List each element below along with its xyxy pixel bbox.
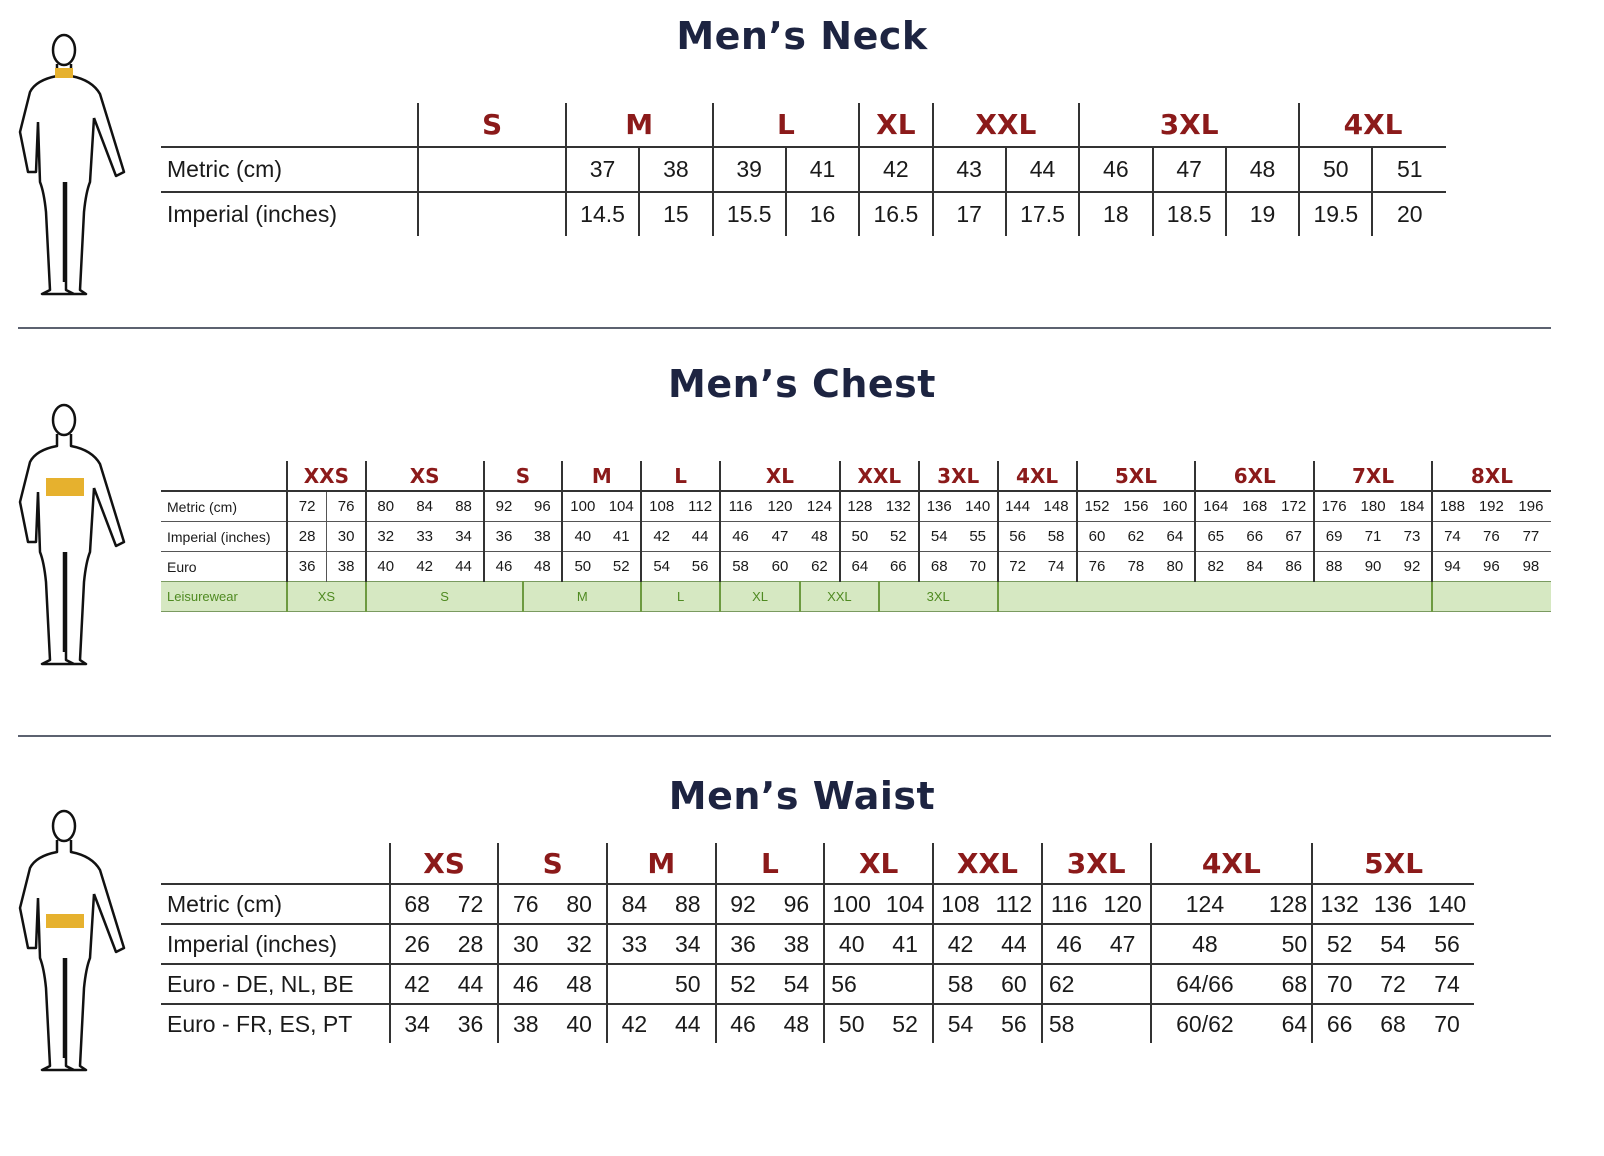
cell: 42 xyxy=(390,964,444,1004)
cell: 18 xyxy=(1079,192,1152,236)
cell: 60 xyxy=(1077,522,1117,552)
cell: 46 xyxy=(1079,147,1152,192)
cell: 62 xyxy=(800,552,840,582)
cell: 176 xyxy=(1314,491,1353,522)
cell: 148 xyxy=(1037,491,1077,522)
cell: 34 xyxy=(390,1004,444,1043)
size-label: 8XL xyxy=(1432,461,1551,491)
cell: 140 xyxy=(959,491,998,522)
cell: 144 xyxy=(998,491,1037,522)
body-figure-chest-icon xyxy=(16,402,128,668)
cell: 64/66 xyxy=(1151,964,1259,1004)
cell: 44 xyxy=(1006,147,1079,192)
cell: 100 xyxy=(824,884,878,924)
cell: 120 xyxy=(760,491,800,522)
cell: 82 xyxy=(1195,552,1235,582)
cell: 192 xyxy=(1472,491,1511,522)
size-label: S xyxy=(498,843,607,884)
cell: 112 xyxy=(681,491,720,522)
chest-size-table xyxy=(161,461,1551,612)
cell: 47 xyxy=(760,522,800,552)
cell: 88 xyxy=(661,884,716,924)
size-label: XXL xyxy=(840,461,919,491)
cell: 50 xyxy=(562,552,602,582)
cell: 69 xyxy=(1314,522,1353,552)
size-label: M xyxy=(562,461,641,491)
cell: 41 xyxy=(878,924,933,964)
cell: 124 xyxy=(800,491,840,522)
cell: 44 xyxy=(445,552,484,582)
cell: 58 xyxy=(1042,1004,1096,1043)
cell: 132 xyxy=(1312,884,1366,924)
cell: 32 xyxy=(366,522,405,552)
cell: 54 xyxy=(1366,924,1420,964)
cell: 36 xyxy=(484,522,524,552)
size-label: XS xyxy=(366,461,484,491)
cell: 48 xyxy=(1226,147,1299,192)
cell: 80 xyxy=(366,491,405,522)
cell: 120 xyxy=(1096,884,1151,924)
size-label: S xyxy=(484,461,563,491)
cell: 28 xyxy=(444,924,499,964)
cell: 66 xyxy=(1235,522,1274,552)
row-label: Imperial (inches) xyxy=(161,924,390,964)
leisure-size: XXL xyxy=(800,582,879,612)
table-row xyxy=(161,147,1446,192)
cell: 64 xyxy=(1258,1004,1312,1043)
cell: 136 xyxy=(1366,884,1420,924)
waist-title: Men’s Waist xyxy=(668,774,936,818)
cell: 38 xyxy=(498,1004,552,1043)
cell: 30 xyxy=(327,522,366,552)
cell: 70 xyxy=(1420,1004,1474,1043)
cell: 56 xyxy=(681,552,720,582)
cell: 84 xyxy=(607,884,661,924)
cell: 19 xyxy=(1226,192,1299,236)
cell: 108 xyxy=(933,884,987,924)
cell: 52 xyxy=(716,964,770,1004)
cell: 26 xyxy=(390,924,444,964)
cell: 50 xyxy=(1258,924,1312,964)
cell: 20 xyxy=(1372,192,1446,236)
cell: 132 xyxy=(879,491,919,522)
cell: 48 xyxy=(1151,924,1259,964)
cell: 38 xyxy=(327,552,366,582)
size-label: 4XL xyxy=(1151,843,1313,884)
cell: 60/62 xyxy=(1151,1004,1259,1043)
cell: 33 xyxy=(405,522,445,552)
section-divider xyxy=(18,735,1551,737)
cell: 64 xyxy=(840,552,879,582)
cell: 124 xyxy=(1151,884,1259,924)
cell: 70 xyxy=(959,552,998,582)
size-label: XS xyxy=(390,843,499,884)
cell: 188 xyxy=(1432,491,1472,522)
table-row xyxy=(161,924,1474,964)
cell: 48 xyxy=(769,1004,824,1043)
cell: 128 xyxy=(1258,884,1312,924)
size-label: 6XL xyxy=(1195,461,1314,491)
cell: 48 xyxy=(800,522,840,552)
size-label: XL xyxy=(824,843,933,884)
size-label: XXL xyxy=(933,103,1080,147)
cell: 56 xyxy=(998,522,1037,552)
table-row xyxy=(161,884,1474,924)
cell: 66 xyxy=(879,552,919,582)
cell: 34 xyxy=(445,522,484,552)
cell: 60 xyxy=(760,552,800,582)
cell: 52 xyxy=(1312,924,1366,964)
size-label: 4XL xyxy=(1299,103,1446,147)
cell: 41 xyxy=(602,522,641,552)
cell: 51 xyxy=(1372,147,1446,192)
cell: 55 xyxy=(959,522,998,552)
cell: 74 xyxy=(1420,964,1474,1004)
cell: 76 xyxy=(498,884,552,924)
size-label: 7XL xyxy=(1314,461,1432,491)
cell: 68 xyxy=(1258,964,1312,1004)
cell: 50 xyxy=(824,1004,878,1043)
cell: 44 xyxy=(987,924,1042,964)
cell: 36 xyxy=(444,1004,499,1043)
cell: 184 xyxy=(1393,491,1432,522)
row-label: Euro xyxy=(161,552,287,582)
cell: 92 xyxy=(1393,552,1432,582)
cell: 15.5 xyxy=(713,192,786,236)
cell: 52 xyxy=(879,522,919,552)
cell: 168 xyxy=(1235,491,1274,522)
cell: 46 xyxy=(498,964,552,1004)
cell: 42 xyxy=(859,147,932,192)
cell: 84 xyxy=(405,491,445,522)
cell: 32 xyxy=(552,924,607,964)
cell: 56 xyxy=(824,964,878,1004)
body-figure-waist-icon xyxy=(16,808,128,1074)
cell: 108 xyxy=(641,491,681,522)
cell: 96 xyxy=(769,884,824,924)
cell: 46 xyxy=(1042,924,1096,964)
cell: 180 xyxy=(1353,491,1393,522)
cell: 16.5 xyxy=(859,192,932,236)
cell: 172 xyxy=(1274,491,1314,522)
cell: 52 xyxy=(602,552,641,582)
cell: 72 xyxy=(1366,964,1420,1004)
size-label: L xyxy=(716,843,825,884)
neck-title: Men’s Neck xyxy=(676,14,928,58)
cell: 42 xyxy=(641,522,681,552)
waist-size-table xyxy=(161,843,1474,1043)
cell: 94 xyxy=(1432,552,1472,582)
cell: 78 xyxy=(1116,552,1155,582)
table-row xyxy=(161,1004,1474,1043)
size-label: 3XL xyxy=(919,461,998,491)
cell: 72 xyxy=(444,884,499,924)
neck-size-header-row xyxy=(161,103,1446,147)
cell: 47 xyxy=(1096,924,1151,964)
cell: 96 xyxy=(1472,552,1511,582)
chest-band xyxy=(46,478,84,496)
cell: 62 xyxy=(1116,522,1155,552)
cell: 44 xyxy=(444,964,499,1004)
cell: 44 xyxy=(681,522,720,552)
cell: 34 xyxy=(661,924,716,964)
row-label: Imperial (inches) xyxy=(161,192,418,236)
cell: 98 xyxy=(1511,552,1551,582)
chest-title: Men’s Chest xyxy=(668,362,936,406)
waist-size-header-row xyxy=(161,843,1474,884)
cell: 19.5 xyxy=(1299,192,1372,236)
cell: 116 xyxy=(720,491,760,522)
table-row xyxy=(161,964,1474,1004)
row-label: Euro - FR, ES, PT xyxy=(161,1004,390,1043)
leisure-size: 3XL xyxy=(879,582,998,612)
cell: 196 xyxy=(1511,491,1551,522)
cell: 40 xyxy=(562,522,602,552)
cell: 96 xyxy=(523,491,562,522)
size-label: XXL xyxy=(933,843,1042,884)
body-figure-neck-icon xyxy=(16,32,128,298)
cell: 18.5 xyxy=(1153,192,1226,236)
cell: 56 xyxy=(1420,924,1474,964)
size-label: 3XL xyxy=(1042,843,1151,884)
row-label: Leisurewear xyxy=(161,582,287,612)
cell: 160 xyxy=(1155,491,1195,522)
cell: 54 xyxy=(919,522,959,552)
cell: 84 xyxy=(1235,552,1274,582)
leisure-size: L xyxy=(641,582,720,612)
cell: 80 xyxy=(1155,552,1195,582)
cell: 41 xyxy=(786,147,859,192)
size-label: M xyxy=(566,103,713,147)
cell: 116 xyxy=(1042,884,1096,924)
cell: 67 xyxy=(1274,522,1314,552)
cell: 152 xyxy=(1077,491,1117,522)
cell: 76 xyxy=(327,491,366,522)
cell: 50 xyxy=(1299,147,1372,192)
cell: 33 xyxy=(607,924,661,964)
chest-size-header-row xyxy=(161,461,1551,491)
cell: 50 xyxy=(840,522,879,552)
cell: 72 xyxy=(287,491,327,522)
cell: 46 xyxy=(716,1004,770,1043)
cell: 68 xyxy=(1366,1004,1420,1043)
table-row xyxy=(161,192,1446,236)
size-label: XXS xyxy=(287,461,366,491)
cell: 43 xyxy=(933,147,1006,192)
cell: 112 xyxy=(987,884,1042,924)
cell: 64 xyxy=(1155,522,1195,552)
cell: 104 xyxy=(602,491,641,522)
cell: 47 xyxy=(1153,147,1226,192)
leisure-size: XL xyxy=(720,582,800,612)
size-label: 5XL xyxy=(1312,843,1474,884)
table-row xyxy=(161,491,1551,522)
row-label: Metric (cm) xyxy=(161,884,390,924)
size-label: XL xyxy=(859,103,932,147)
cell: 30 xyxy=(498,924,552,964)
cell: 28 xyxy=(287,522,327,552)
cell: 50 xyxy=(661,964,716,1004)
cell: 68 xyxy=(919,552,959,582)
cell: 128 xyxy=(840,491,879,522)
size-label: 3XL xyxy=(1079,103,1299,147)
cell: 54 xyxy=(769,964,824,1004)
cell: 54 xyxy=(641,552,681,582)
cell: 17.5 xyxy=(1006,192,1079,236)
cell: 58 xyxy=(1037,522,1077,552)
cell: 40 xyxy=(824,924,878,964)
cell: 37 xyxy=(566,147,639,192)
cell: 70 xyxy=(1312,964,1366,1004)
cell: 80 xyxy=(552,884,607,924)
leisure-size: M xyxy=(523,582,641,612)
cell: 42 xyxy=(607,1004,661,1043)
size-label: L xyxy=(641,461,720,491)
cell: 42 xyxy=(405,552,445,582)
cell: 58 xyxy=(720,552,760,582)
cell: 76 xyxy=(1472,522,1511,552)
cell: 100 xyxy=(562,491,602,522)
cell: 156 xyxy=(1116,491,1155,522)
cell: 92 xyxy=(716,884,770,924)
cell: 65 xyxy=(1195,522,1235,552)
row-label: Metric (cm) xyxy=(161,147,418,192)
cell: 164 xyxy=(1195,491,1235,522)
neck-size-table xyxy=(161,103,1446,236)
cell: 68 xyxy=(390,884,444,924)
table-row xyxy=(161,552,1551,582)
row-label: Imperial (inches) xyxy=(161,522,287,552)
cell: 58 xyxy=(933,964,987,1004)
cell: 74 xyxy=(1432,522,1472,552)
cell: 16 xyxy=(786,192,859,236)
size-label: 5XL xyxy=(1077,461,1196,491)
cell: 73 xyxy=(1393,522,1432,552)
cell: 40 xyxy=(366,552,405,582)
cell: 104 xyxy=(878,884,933,924)
cell: 48 xyxy=(523,552,562,582)
cell: 60 xyxy=(987,964,1042,1004)
cell: 92 xyxy=(484,491,524,522)
cell: 14.5 xyxy=(566,192,639,236)
leisure-size: S xyxy=(366,582,524,612)
cell: 36 xyxy=(716,924,770,964)
cell: 88 xyxy=(445,491,484,522)
neck-band xyxy=(55,68,73,78)
cell: 140 xyxy=(1420,884,1474,924)
cell: 38 xyxy=(639,147,712,192)
leisurewear-row xyxy=(161,582,1551,612)
cell: 62 xyxy=(1042,964,1096,1004)
cell: 38 xyxy=(769,924,824,964)
cell: 46 xyxy=(484,552,524,582)
cell: 72 xyxy=(998,552,1037,582)
cell: 71 xyxy=(1353,522,1393,552)
cell: 90 xyxy=(1353,552,1393,582)
cell: 39 xyxy=(713,147,786,192)
cell: 54 xyxy=(933,1004,987,1043)
size-label: 4XL xyxy=(998,461,1077,491)
cell: 66 xyxy=(1312,1004,1366,1043)
row-label: Metric (cm) xyxy=(161,491,287,522)
cell: 74 xyxy=(1037,552,1077,582)
cell: 88 xyxy=(1314,552,1353,582)
section-divider xyxy=(18,327,1551,329)
cell: 38 xyxy=(523,522,562,552)
cell: 86 xyxy=(1274,552,1314,582)
cell: 40 xyxy=(552,1004,607,1043)
cell: 52 xyxy=(878,1004,933,1043)
row-label: Euro - DE, NL, BE xyxy=(161,964,390,1004)
cell: 56 xyxy=(987,1004,1042,1043)
cell: 48 xyxy=(552,964,607,1004)
cell: 42 xyxy=(933,924,987,964)
cell: 15 xyxy=(639,192,712,236)
waist-band xyxy=(46,914,84,928)
cell: 77 xyxy=(1511,522,1551,552)
cell: 17 xyxy=(933,192,1006,236)
cell: 76 xyxy=(1077,552,1117,582)
size-label: L xyxy=(713,103,860,147)
cell: 44 xyxy=(661,1004,716,1043)
size-label: M xyxy=(607,843,716,884)
leisure-size: XS xyxy=(287,582,366,612)
table-row xyxy=(161,522,1551,552)
size-label: XL xyxy=(720,461,840,491)
size-label: S xyxy=(418,103,566,147)
cell: 36 xyxy=(287,552,327,582)
cell: 46 xyxy=(720,522,760,552)
cell: 136 xyxy=(919,491,959,522)
